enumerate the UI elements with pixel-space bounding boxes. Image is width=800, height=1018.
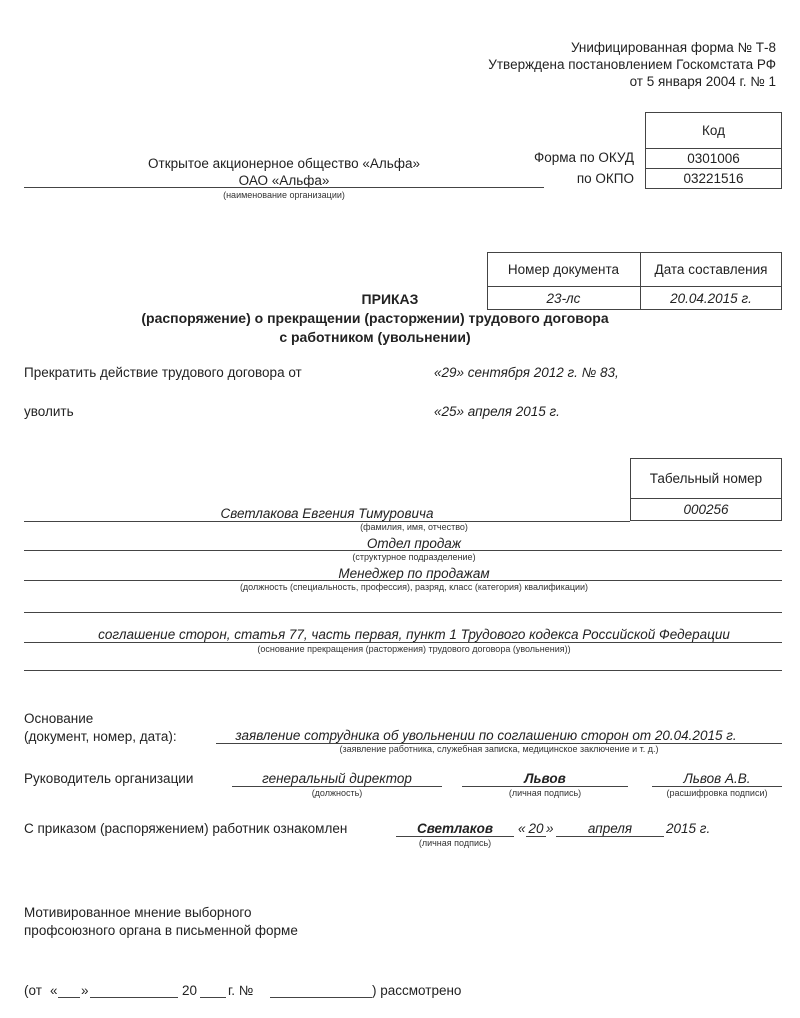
department-caption: (структурное подразделение): [352, 552, 476, 562]
doc-date-header: Дата составления: [654, 261, 768, 277]
codes-header: Код: [702, 122, 725, 138]
head-position: генеральный директор: [262, 771, 412, 786]
tab-number-value: 000256: [683, 502, 729, 517]
head-position-caption: (должность): [311, 788, 363, 798]
head-label: Руководитель организации: [24, 771, 194, 786]
org-full-name: Открытое акционерное общество «Альфа»: [148, 156, 420, 171]
terminate-value: «29» сентября 2012 г. № 83,: [434, 365, 619, 380]
okud-value: 0301006: [687, 150, 740, 166]
ack-year: 2015 г.: [666, 821, 711, 836]
position-caption: (должность (специальность, профессия), разряд, класс (категория) квалификации): [239, 582, 589, 592]
employee-name-caption: (фамилия, имя, отчество): [360, 522, 468, 532]
doc-title: ПРИКАЗ: [361, 291, 419, 307]
head-signature: Львов: [524, 771, 566, 786]
doc-date-value: 20.04.2015 г.: [670, 291, 752, 306]
ack-day: 20: [528, 821, 544, 836]
basis-label: Основание: [24, 711, 94, 726]
okpo-label: по ОКПО: [576, 171, 634, 186]
employee-signature: Светлаков: [416, 821, 494, 836]
doc-title-line3: с работником (увольнении): [279, 329, 471, 345]
doc-number-header: Номер документа: [507, 261, 620, 277]
basis-value: заявление сотрудника об увольнении по соглашению сторон от 20.04.2015 г.: [235, 728, 737, 743]
union-number-label: г. №: [228, 983, 254, 998]
employee-signature-caption: (личная подпись): [418, 838, 492, 848]
union-from: (от: [24, 983, 42, 998]
basis-label-sub: (документ, номер, дата):: [24, 729, 177, 744]
acquainted-label: С приказом (распоряжением) работник ознакомлен: [24, 821, 348, 836]
position-value: Менеджер по продажам: [338, 566, 490, 581]
approval-date-line: от 5 января 2004 г. № 1: [629, 74, 776, 89]
union-reviewed: ) рассмотрено: [372, 983, 462, 998]
head-decoding-caption: (расшифровка подписи): [666, 788, 768, 798]
union-quote-close: »: [81, 983, 89, 998]
dismiss-label: уволить: [24, 404, 74, 419]
doc-number-value: 23-лс: [546, 291, 581, 306]
union-year-prefix: 20: [182, 983, 198, 998]
okud-label: Форма по ОКУД: [533, 150, 634, 165]
ack-month: апреля: [587, 821, 633, 836]
ack-quote-open: «: [518, 821, 526, 836]
approval-line: Утверждена постановлением Госкомстата РФ: [488, 57, 776, 72]
terminate-label: Прекратить действие трудового договора от: [24, 365, 302, 380]
union-quote-open: «: [50, 983, 58, 998]
head-decoding: Львов А.В.: [683, 771, 751, 786]
okpo-value: 03221516: [683, 170, 744, 186]
head-signature-caption: (личная подпись): [508, 788, 582, 798]
basis-caption: (заявление работника, служебная записка, медицинское заключение и т. д.): [339, 744, 659, 754]
department-value: Отдел продаж: [366, 536, 462, 551]
union-label-line1: Мотивированное мнение выборного: [24, 905, 252, 920]
form-number-line: Унифицированная форма № Т-8: [570, 40, 776, 55]
dismiss-value: «25» апреля 2015 г.: [434, 404, 560, 419]
doc-title-line2: (распоряжение) о прекращении (расторжении) трудового договора: [141, 310, 609, 326]
tab-number-header: Табельный номер: [649, 470, 763, 486]
org-caption: (наименование организации): [223, 190, 345, 200]
reason-caption: (основание прекращения (расторжения) трудового договора (увольнения)): [257, 644, 571, 654]
reason-value: соглашение сторон, статья 77, часть первая, пункт 1 Трудового кодекса Российской Федерации: [98, 627, 730, 642]
employee-name: Светлакова Евгения Тимуровича: [220, 506, 434, 521]
union-label-line2: профсоюзного органа в письменной форме: [24, 923, 298, 938]
ack-quote-close: »: [546, 821, 554, 836]
org-short-name: ОАО «Альфа»: [238, 173, 330, 188]
